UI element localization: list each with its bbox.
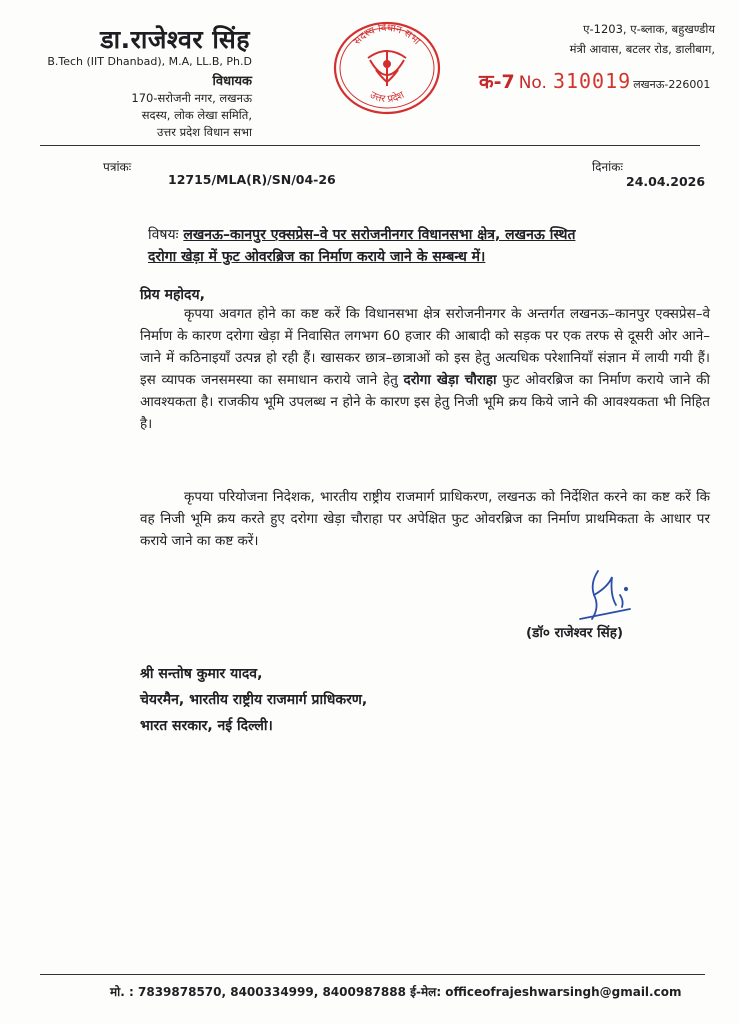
- subject-line-2: दरोगा खेड़ा में फुट ओवरब्रिज का निर्माण कराये जाने के सम्बन्ध में।: [148, 249, 486, 265]
- subject-line-1: लखनऊ–कानपुर एक्सप्रेस–वे पर सरोजनीनगर विधानसभा क्षेत्र, लखनऊ स्थित: [183, 227, 576, 243]
- letterhead-divider: [40, 145, 700, 146]
- mla-title: विधायक: [212, 74, 252, 89]
- body-paragraph-1: [140, 303, 710, 435]
- serial-no-label: No.: [518, 73, 547, 93]
- reference-number: 12715/MLA(R)/SN/04-26: [168, 172, 336, 187]
- footer-contact: मो. : 7839878570, 8400334999, 8400987888 ई-मेल: officeofrajeshwarsingh@gmail.com: [110, 985, 682, 999]
- para1-highlight: दरोगा खेड़ा चौराहा: [403, 372, 497, 388]
- serial-row: [479, 68, 711, 93]
- qualifications: B.Tech (IIT Dhanbad), M.A, LL.B, Ph.D: [47, 55, 252, 68]
- seal-bottom-text: उत्तर प्रदेश: [367, 89, 407, 106]
- constituency: 170-सरोजनी नगर, लखनऊ: [131, 91, 252, 105]
- assembly: उत्तर प्रदेश विधान सभा: [156, 125, 252, 139]
- subject-label: विषयः: [148, 227, 179, 243]
- signatory-name: (डॉ० राजेश्वर सिंह): [526, 625, 624, 641]
- para1-text-a: कृपया अवगत होने का कष्ट करें कि विधानसभा क्षेत्र सरोजनीनगर के अन्तर्गत लखनऊ–कानपुर एक्सप्रेस–वे निर्माण के कारण दरोगा खेड़ा में निवासित लगभग 60 हजार की आबादी को सड़क पर एक तरफ से दूसरी ओर आने–जाने में कठिनाइयाँ उत्पन्न हो रही हैं। खासकर छात्र–छात्राओं को इस हेतु अत्यधिक परेशानियाँ संज्ञान में लायी गयी हैं। इस व्यापक जनसमस्या का समाधान कराये जाने हेतु: [140, 306, 710, 388]
- footer-divider: [40, 974, 705, 975]
- signature-mark: [570, 565, 640, 630]
- mla-name: डा.राजेश्वर सिंह: [100, 25, 250, 54]
- svg-text:उत्तर प्रदेश: [368, 90, 407, 105]
- address-city: लखनऊ-226001: [633, 78, 711, 91]
- para2-text: कृपया परियोजना निदेशक, भारतीय राष्ट्रीय राजमार्ग प्राधिकरण, लखनऊ को निर्देशित करने का कष्ट करें कि वह निजी भूमि क्रय करते हुए दरोगा खेड़ा चौराहा पर अपेक्षित फुट ओवरब्रिज का निर्माण प्राथमिकता के आधार पर कराये जाने का कष्ट करें।: [140, 489, 710, 549]
- date-label: दिनांकः: [592, 160, 623, 174]
- body-paragraph-2: [140, 486, 710, 552]
- seal-top-text: सदस्य विधान सभा: [351, 22, 422, 48]
- addressee-name: श्री सन्तोष कुमार यादव,: [140, 666, 263, 682]
- assembly-seal-emblem: [330, 20, 444, 116]
- salutation: प्रिय महोदय,: [140, 287, 205, 303]
- address-line-1: ए-1203, ए-ब्लाक, बहुखण्डीय: [583, 22, 715, 36]
- subject: [148, 224, 708, 268]
- committee: सदस्य, लोक लेखा समिति,: [141, 108, 252, 122]
- reference-label: पत्रांकः: [103, 160, 132, 174]
- address-line-2: मंत्री आवास, बटलर रोड, डालीबाग,: [569, 42, 715, 56]
- para1-text-b: फुट ओवरब्रिज का निर्माण कराये जाने की आवश्यकता है। राजकीय भूमि उपलब्ध न होने के कारण इस हेतु निजी भूमि क्रय किये जाने की आवश्यकता भी निहित है।: [140, 372, 710, 432]
- letter-date: 24.04.2026: [626, 174, 706, 189]
- svg-text:सदस्य विधान सभा: [352, 22, 422, 48]
- addressee-designation: चेयरमैन, भारतीय राष्ट्रीय राजमार्ग प्राधिकरण,: [140, 692, 368, 708]
- addressee-location: भारत सरकार, नई दिल्ली।: [140, 718, 273, 734]
- emblem-icon: [368, 50, 406, 86]
- serial-prefix: क-7: [479, 71, 515, 93]
- serial-number: 310019: [552, 69, 632, 93]
